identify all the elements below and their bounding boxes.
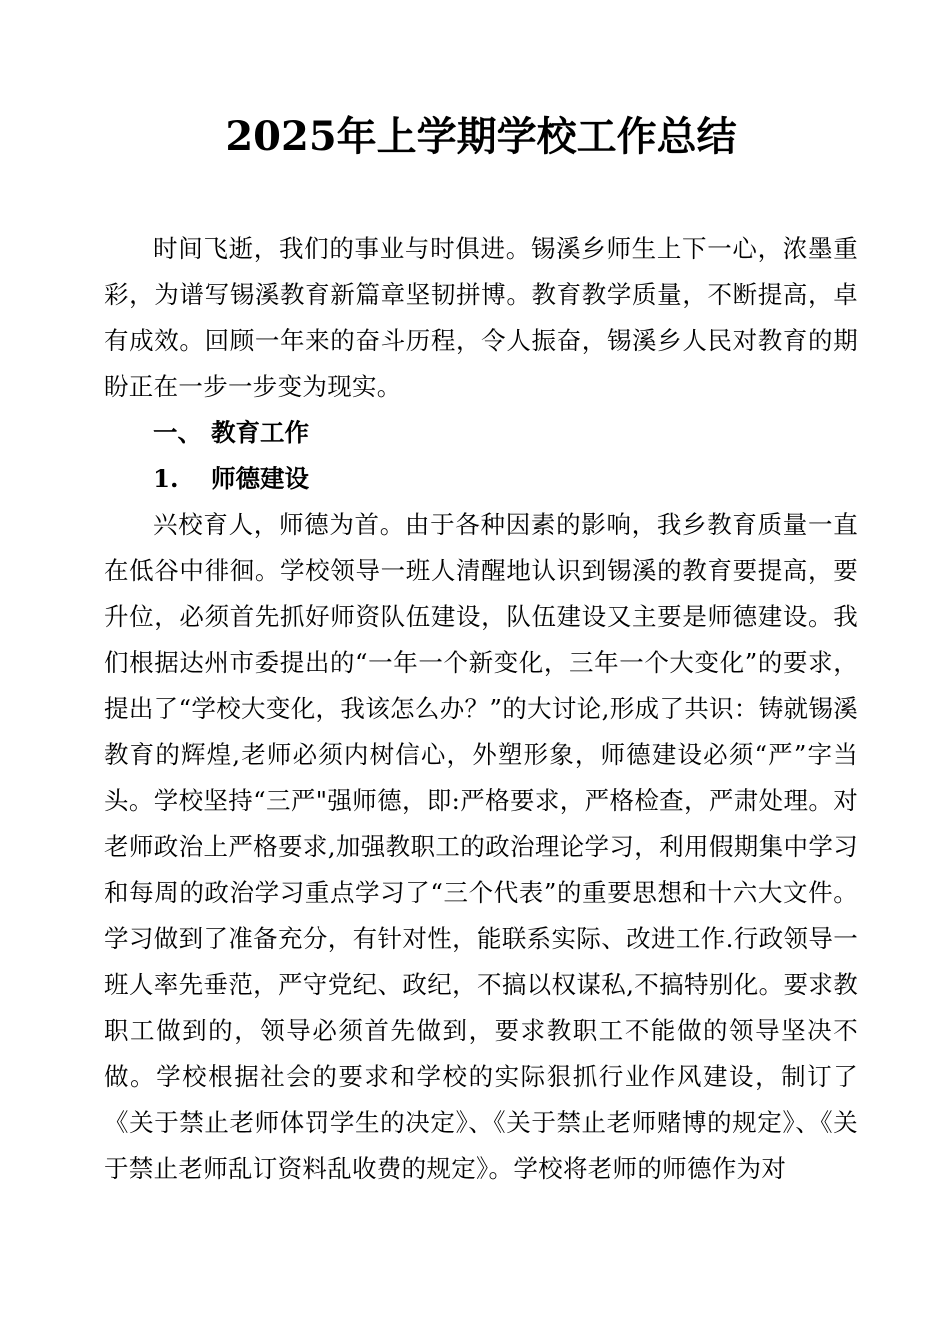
subsection-heading-teacher-ethics (104, 456, 858, 502)
intro-paragraph: 时间飞逝，我们的事业与时俱进。锡溪乡师生上下一心，浓墨重彩，为谱写锡溪教育新篇章坚韧拼博。教育教学质量，不断提高，卓有成效。回顾一年来的奋斗历程，令人振奋，锡溪乡人民对教育的期盼正在一步一步变为现实。 (104, 234, 858, 401)
document-title: 2025年上学期学校工作总结 (225, 113, 737, 160)
section-title: 教育工作 (211, 418, 309, 447)
document-content (104, 226, 858, 1192)
subsection-number: 1. (153, 464, 179, 493)
section-number: 一、 (153, 418, 202, 447)
body-paragraph: 兴校育人，师德为首。由于各种因素的影响，我乡教育质量一直在低谷中徘徊。学校领导一班人清醒地认识到锡溪的教育要提高，要升位，必须首先抓好师资队伍建设，队伍建设又主要是师德建设。我们根据达州市委提出的“一年一个新变化，三年一个大变化”的要求，提出了“学校大变化，我该怎么办？”的大讨论,形成了共识：铸就锡溪教育的辉煌,老师必须内树信心，外塑形象，师德建设必须“严”字当头。学校坚持“三严"强师德，即:严格要求，严格检查，严肃处理。对老师政治上严格要求,加强教职工的政治理论学习，利用假期集中学习和每周的政治学习重点学习了“三个代表”的重要思想和十六大文件。学习做到了准备充分，有针对性，能联系实际、改进工作.行政领导一班人率先垂范，严守党纪、政纪，不搞以权谋私,不搞特别化。要求教职工做到的，领导必须首先做到，要求教职工不能做的领导坚决不做。学校根据社会的要求和学校的实际狠抓行业作风建设，制订了《关于禁止老师体罚学生的决定》、《关于禁止老师赌博的规定》、《关于禁止老师乱订资料乱收费的规定》。学校将老师的师德作为对 (104, 510, 858, 1183)
subsection-title: 师德建设 (211, 464, 309, 493)
section-heading-education (104, 410, 858, 456)
